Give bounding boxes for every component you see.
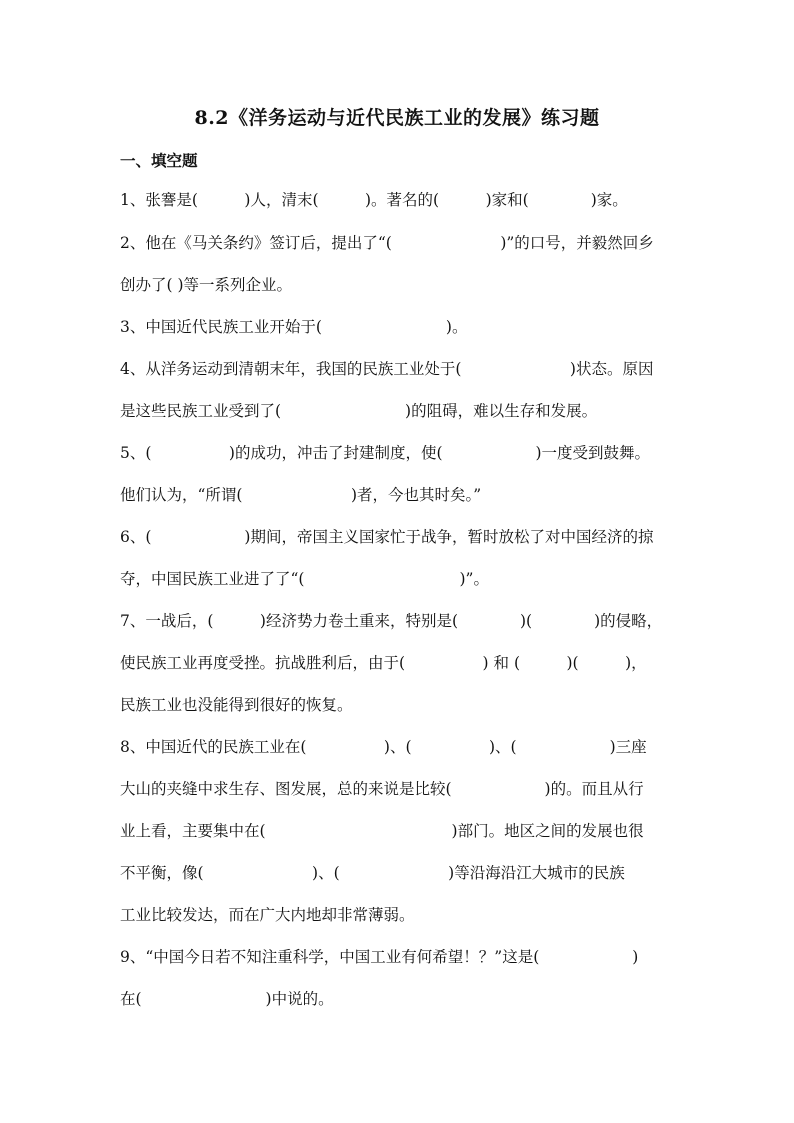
question-line: 不平衡，像( )、( )等沿海沿江大城市的民族 (120, 864, 625, 882)
question-line: 7、一战后，( )经济势力卷土重来，特别是( )( )的侵略， (120, 612, 663, 630)
question-line: 8、中国近代的民族工业在( )、( )、( )三座 (120, 738, 647, 756)
question-line: 他们认为，“所谓( )者，今也其时矣。” (120, 486, 482, 504)
question-line: 在( )中说的。 (120, 990, 334, 1008)
question-line: 6、( )期间，帝国主义国家忙于战争，暂时放松了对中国经济的掠 (120, 528, 654, 546)
question-line: 夺，中国民族工业进了了“( )”。 (120, 570, 489, 588)
question-line: 9、“中国今日若不知注重科学，中国工业有何希望！？”这是( ) (120, 948, 639, 966)
section-heading: 一、填空题 (120, 151, 198, 170)
question-line: 创办了( )等一系列企业。 (120, 276, 293, 294)
question-line: 2、他在《马关条约》签订后，提出了“( )”的口号，并毅然回乡 (120, 234, 654, 252)
question-line: 民族工业也没能得到很好的恢复。 (120, 696, 353, 714)
page-title: 8.2《洋务运动与近代民族工业的发展》练习题 (194, 107, 600, 129)
question-line: 4、从洋务运动到清朝末年，我国的民族工业处于( )状态。原因 (120, 360, 654, 378)
question-line: 1、张謇是( )人，清末( )。著名的( )家和( )家。 (120, 191, 628, 209)
question-line: 使民族工业再度受挫。抗战胜利后，由于( ) 和 ( )( )， (120, 654, 647, 672)
question-line: 3、中国近代民族工业开始于( )。 (120, 318, 468, 336)
question-line: 是这些民族工业受到了( )的阻碍，难以生存和发展。 (120, 402, 598, 420)
question-line: 业上看，主要集中在( )部门。地区之间的发展也很 (120, 822, 644, 840)
question-line: 大山的夹缝中求生存、图发展，总的来说是比较( )的。而且从行 (120, 780, 644, 798)
question-line: 工业比较发达，而在广大内地却非常薄弱。 (120, 906, 415, 924)
question-line: 5、( )的成功，冲击了封建制度，使( )一度受到鼓舞。 (120, 444, 651, 462)
